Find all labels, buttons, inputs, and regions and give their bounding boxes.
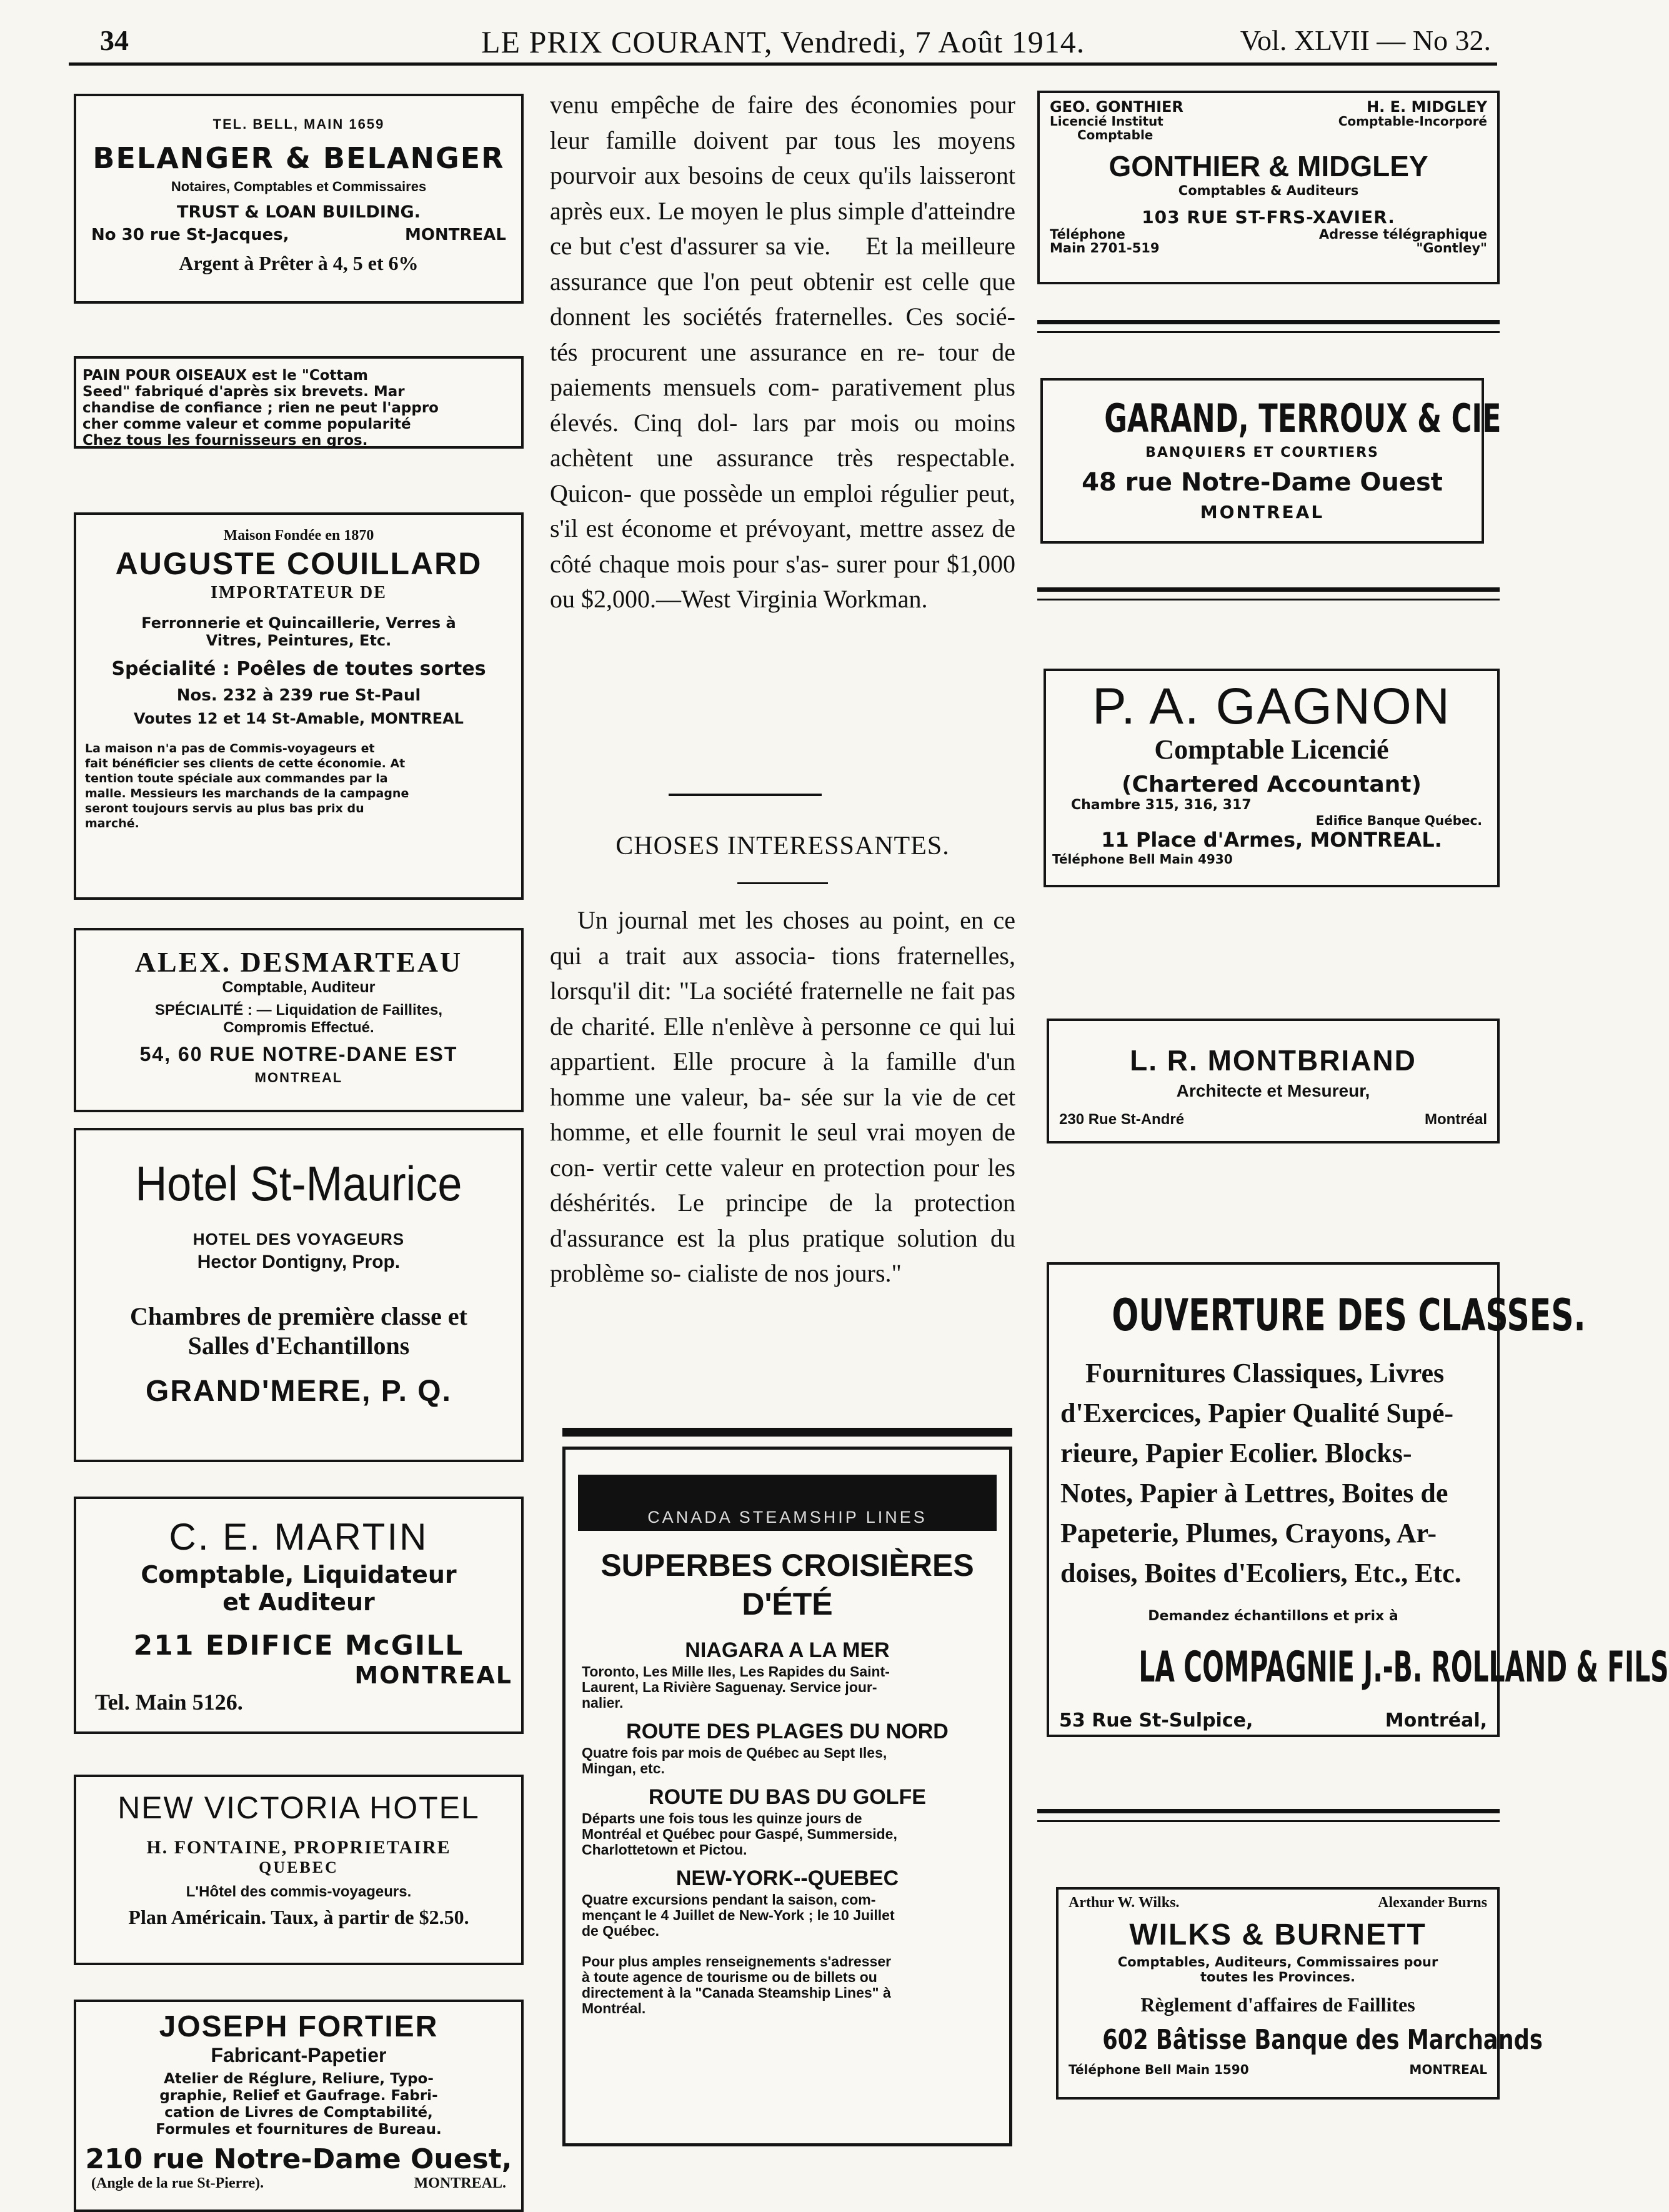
ad-city: MONTREAL. bbox=[414, 2175, 506, 2191]
article-continuation bbox=[550, 87, 1015, 617]
ad-fortier bbox=[74, 2000, 524, 2212]
text-line: tés procurent une assurance en re- bbox=[550, 337, 925, 366]
ad-name: C. E. MARTIN bbox=[169, 1516, 429, 1558]
text-line: vertir cette valeur en protection bbox=[602, 1153, 925, 1182]
ad-tel: Tel. Main 5126. bbox=[95, 1690, 243, 1715]
ad-address: Nos. 232 à 239 rue St-Paul bbox=[176, 686, 421, 705]
page-number: 34 bbox=[100, 24, 129, 56]
ad-company: LA COMPAGNIE J.-B. ROLLAND & FILS bbox=[1138, 1643, 1669, 1692]
ad-couillard bbox=[74, 512, 524, 900]
double-rule bbox=[1037, 320, 1500, 324]
ad-canada-steamship bbox=[562, 1447, 1012, 2146]
ad-line: Comptable bbox=[1077, 127, 1153, 142]
ad-address: 53 Rue St-Sulpice, bbox=[1059, 1710, 1253, 1731]
ad-note: La maison n'a pas de Commis-voyageurs et bbox=[85, 742, 375, 755]
ad-line: Seed" fabriqué d'après six brevets. Mar bbox=[82, 384, 405, 400]
ad-line: Architecte et Mesureur, bbox=[1176, 1081, 1370, 1100]
ad-pain-oiseaux bbox=[74, 356, 524, 449]
text-line: qui lui appartient. Elle procure à la bbox=[550, 1012, 1016, 1075]
text-line: point, en ce qui a trait aux associa- bbox=[550, 906, 1015, 970]
ad-city: QUEBEC bbox=[259, 1858, 339, 1876]
route-text: mençant le 4 Juillet de New-York ; le 10 Juillet bbox=[582, 1907, 895, 1923]
ad-line: Chez tous les fournisseurs en gros. bbox=[82, 432, 368, 449]
ad-footer: à toute agence de tourisme ou de billets ou bbox=[582, 1969, 877, 1985]
page-title: LE PRIX COURANT, Vendredi, 7 Août 1914. bbox=[481, 24, 1085, 59]
ad-line: Comptables, Auditeurs, Commissaires pour bbox=[1117, 1955, 1438, 1970]
ad-line: PAIN POUR OISEAUX est le "Cottam bbox=[82, 367, 368, 384]
ad-address: 211 EDIFICE McGILL bbox=[133, 1630, 464, 1661]
ad-wilks-burnett bbox=[1056, 1887, 1543, 2100]
ad-line: Atelier de Réglure, Reliure, Typo- bbox=[164, 2071, 434, 2087]
text-line: parativement plus élevés. Cinq dol- bbox=[550, 373, 1015, 437]
divider bbox=[737, 882, 828, 884]
ad-address: 54, 60 RUE NOTRE-DANE EST bbox=[139, 1043, 458, 1065]
ad-line: Règlement d'affaires de Faillites bbox=[1140, 1993, 1415, 2016]
route-text: Toronto, Les Mille Iles, Les Rapides du Saint- bbox=[582, 1663, 890, 1680]
ad-address: 11 Place d'Armes, MONTREAL. bbox=[1101, 828, 1442, 852]
ad-line: Comptable-Incorporé bbox=[1338, 114, 1487, 129]
right-column bbox=[1037, 87, 1669, 2161]
ad-martin bbox=[74, 1497, 524, 1734]
double-rule bbox=[1037, 587, 1500, 592]
ad-specialty: Spécialité : Poêles de toutes sortes bbox=[111, 658, 486, 680]
route-text: Départs une fois tous les quinze jours de bbox=[582, 1810, 862, 1826]
double-rule bbox=[1037, 1809, 1500, 1813]
ad-city: MONTREAL bbox=[354, 1661, 512, 1689]
ad-line: TRUST & LOAN BUILDING. bbox=[177, 202, 421, 222]
text-line: moyen le plus simple d'atteindre ce bbox=[550, 196, 1016, 260]
ad-city: MONTREAL bbox=[1409, 2062, 1487, 2077]
text-line: pour leur famille doivent par tous bbox=[550, 91, 1015, 154]
text-line: société fraternelle ne fait pas de bbox=[550, 977, 1016, 1040]
ad-name: GARAND, TERROUX & CIE bbox=[1104, 396, 1502, 441]
ad-address: 602 Bâtisse Banque des Marchands bbox=[1102, 2024, 1543, 2056]
ad-name: GONTHIER & MIDGLEY bbox=[1109, 150, 1428, 182]
article-choses-interessantes bbox=[550, 903, 1015, 1292]
left-column bbox=[74, 87, 524, 2191]
ad-footer: directement à la "Canada Steamship Lines" à bbox=[582, 1985, 891, 2001]
ad-line: IMPORTATEUR DE bbox=[211, 583, 387, 602]
double-rule bbox=[1037, 331, 1500, 333]
ad-line: L'Hôtel des commis-voyageurs. bbox=[186, 1883, 412, 1900]
text-line: but c'est d'assurer sa vie. bbox=[579, 232, 831, 260]
text-line: tour de paiements mensuels com- bbox=[550, 337, 1015, 401]
ad-name: Hotel St-Maurice bbox=[135, 1156, 462, 1211]
ad-footer: Pour plus amples renseignements s'adresser bbox=[582, 1953, 892, 1970]
ad-line: Salles d'Echantillons bbox=[187, 1332, 410, 1360]
ad-line: HOTEL DES VOYAGEURS bbox=[192, 1230, 405, 1248]
ad-title: OUVERTURE DES CLASSES. bbox=[1112, 1290, 1586, 1341]
text-line: assurance très respectable. Quicon- bbox=[550, 444, 1016, 507]
text-line: tions fraternelles, lorsqu'il dit: "La bbox=[550, 941, 1015, 1005]
ad-line: Notaires, Comptables et Commissaires bbox=[171, 179, 427, 194]
ad-line: graphie, Relief et Gaufrage. Fabri- bbox=[159, 2088, 438, 2104]
ad-corner: (Angle de la rue St-Pierre). bbox=[91, 2175, 264, 2191]
ad-line: Vitres, Peintures, Etc. bbox=[206, 632, 392, 649]
text-line: sée sur la vie de cet homme, et elle bbox=[550, 1082, 1016, 1146]
ad-line: Comptables & Auditeurs bbox=[1178, 183, 1359, 198]
steamship-banner bbox=[578, 1475, 997, 1531]
text-line: peut obtenir est celle que donnent bbox=[550, 267, 1016, 331]
ad-building: Edifice Banque Québec. bbox=[1315, 813, 1482, 828]
text-line: cialiste de nos jours." bbox=[687, 1259, 902, 1287]
route-text: Quatre excursions pendant la saison, com- bbox=[582, 1891, 876, 1908]
text-line: Et la meilleure assurance que l'on bbox=[550, 232, 1016, 296]
text-line: que possède un emploi régulier peut, bbox=[639, 479, 1015, 507]
route-text: Charlottetown et Pictou. bbox=[582, 1841, 747, 1858]
text-line: les moyens pourvoir aux besoins de bbox=[550, 126, 1016, 189]
ad-line: Demandez échantillons et prix à bbox=[1148, 1608, 1398, 1624]
ad-gagnon bbox=[1044, 669, 1500, 887]
ad-partner: Arthur W. Wilks. bbox=[1069, 1895, 1180, 1911]
ad-name: L. R. MONTBRIAND bbox=[1130, 1044, 1417, 1077]
text-line: charité. Elle n'enlève à personne ce bbox=[581, 1012, 942, 1040]
ad-text: Notes, Papier à Lettres, Boites de bbox=[1060, 1478, 1448, 1508]
route-text: Laurent, La Rivière Saguenay. Service jour- bbox=[582, 1679, 877, 1695]
banner-text: CANADA STEAMSHIP LINES bbox=[647, 1508, 927, 1527]
ad-line: Comptable Licencié bbox=[1154, 734, 1389, 765]
ad-note: tention toute spéciale aux commandes par la bbox=[85, 772, 388, 785]
ad-name: JOSEPH FORTIER bbox=[159, 2010, 439, 2043]
ad-tel: Main 2701-519 bbox=[1050, 241, 1160, 256]
ad-montbriand bbox=[1047, 1019, 1500, 1143]
ad-line: Plan Américain. Taux, à partir de $2.50. bbox=[128, 1906, 469, 1928]
ad-rooms: Chambre 315, 316, 317 bbox=[1071, 797, 1252, 813]
ad-title: SUPERBES CROISIÈRES bbox=[600, 1548, 974, 1583]
ad-line: Compromis Effectué. bbox=[223, 1019, 374, 1036]
volume-number: Vol. XLVII — No 32. bbox=[1240, 24, 1491, 56]
ad-new-victoria bbox=[74, 1775, 524, 1965]
ad-name: P. A. GAGNON bbox=[1092, 678, 1451, 735]
ad-note: seront toujours servis au plus bas prix du bbox=[85, 802, 364, 815]
text-line: venu empêche de faire des économies bbox=[550, 91, 958, 119]
ad-line: chandise de confiance ; rien ne peut l'appro bbox=[82, 400, 439, 416]
ad-tel: TEL. BELL, MAIN 1659 bbox=[212, 116, 385, 132]
ad-founded: Maison Fondée en 1870 bbox=[223, 527, 374, 544]
ad-tel: Téléphone Bell Main 1590 bbox=[1069, 2062, 1249, 2077]
ad-name: ALEX. DESMARTEAU bbox=[134, 946, 463, 978]
ad-text: rieure, Papier Ecolier. Blocks- bbox=[1060, 1438, 1412, 1468]
ad-tel: Téléphone bbox=[1050, 227, 1125, 242]
header-rule bbox=[69, 62, 1497, 66]
ad-city: GRAND'MERE, P. Q. bbox=[146, 1375, 452, 1408]
ad-address: 230 Rue St-André bbox=[1059, 1111, 1185, 1128]
ad-line: Comptable, Auditeur bbox=[222, 979, 376, 996]
text-line: surer pour $1,000 ou $2,000.—West bbox=[550, 549, 1016, 613]
route-title: ROUTE DU BAS DU GOLFE bbox=[649, 1785, 926, 1809]
text-line: s'il est économe et prévoyant, mettre bbox=[550, 514, 924, 542]
ad-address: 48 rue Notre-Dame Ouest bbox=[1082, 468, 1443, 497]
route-text: de Québec. bbox=[582, 1923, 659, 1939]
ad-city: Montréal, bbox=[1385, 1710, 1487, 1731]
ad-line: BANQUIERS ET COURTIERS bbox=[1145, 445, 1379, 461]
text-line: pour les déshérités. Le principe de bbox=[550, 1153, 1015, 1217]
text-line: assez de côté chaque mois pour s'as- bbox=[550, 514, 1015, 578]
ad-note: marché. bbox=[85, 817, 139, 830]
ad-line: Comptable, Liquidateur bbox=[141, 1561, 457, 1588]
ad-line: cation de Livres de Comptabilité, bbox=[164, 2105, 433, 2121]
ad-line: Adresse télégraphique bbox=[1318, 227, 1487, 242]
ad-line: Ferronnerie et Quincaillerie, Verres à bbox=[141, 614, 456, 632]
ad-note: malle. Messieurs les marchands de la campagne bbox=[85, 787, 409, 800]
text-line: Virginia Workman. bbox=[736, 585, 928, 613]
page-header bbox=[69, 17, 1497, 61]
ad-text: d'Exercices, Papier Qualité Supé- bbox=[1060, 1398, 1453, 1428]
ad-city: MONTREAL bbox=[405, 226, 506, 244]
ad-line: Hector Dontigny, Prop. bbox=[197, 1252, 401, 1272]
text-line: fournit le seul vrai moyen de con- bbox=[550, 1118, 1015, 1182]
route-text: Mingan, etc. bbox=[582, 1760, 665, 1776]
route-text: Montréal et Québec pour Gaspé, Summerside, bbox=[582, 1826, 897, 1842]
text-line: lars par mois ou moins achètent une bbox=[550, 408, 1016, 472]
ad-text: Papeterie, Plumes, Crayons, Ar- bbox=[1060, 1518, 1437, 1548]
text-line: Un journal met les choses au bbox=[577, 906, 883, 934]
ad-garand-terroux bbox=[1040, 378, 1502, 544]
ad-city: Montréal bbox=[1424, 1111, 1487, 1128]
ad-line: cher comme valeur et comme popularité bbox=[82, 416, 411, 432]
ad-line: (Chartered Accountant) bbox=[1122, 772, 1422, 797]
ad-line: Fabricant-Papetier bbox=[211, 2044, 387, 2066]
ad-title: D'ÉTÉ bbox=[742, 1587, 833, 1622]
text-line: la protection d'assurance est la plus bbox=[550, 1188, 1015, 1252]
ad-line: et Auditeur bbox=[222, 1588, 375, 1616]
double-rule bbox=[1037, 599, 1500, 600]
ad-name: AUGUSTE COUILLARD bbox=[115, 546, 482, 581]
ad-name: WILKS & BURNETT bbox=[1129, 1918, 1427, 1951]
route-text: Quatre fois par mois de Québec au Sept Iles, bbox=[582, 1745, 887, 1761]
ad-line: toutes les Provinces. bbox=[1200, 1970, 1355, 1985]
text-line: les sociétés fraternelles. Ces socié- bbox=[642, 302, 1015, 331]
route-title: NIAGARA A LA MER bbox=[685, 1638, 890, 1662]
ad-note: fait bénéficier ses clients de cette économie. At bbox=[85, 757, 406, 770]
ad-name: BELANGER & BELANGER bbox=[92, 141, 505, 175]
ad-line: Formules et fournitures de Bureau. bbox=[156, 2121, 442, 2138]
ad-partner: Alexander Burns bbox=[1378, 1895, 1487, 1911]
ad-line: Licencié Institut bbox=[1050, 114, 1163, 129]
text-line: pratique solution du problème so- bbox=[550, 1223, 1016, 1287]
ad-tel: Téléphone Bell Main 4930 bbox=[1052, 852, 1233, 867]
ad-partner: GEO. GONTHIER bbox=[1050, 98, 1183, 116]
ad-address: 103 RUE ST-FRS-XAVIER. bbox=[1142, 207, 1395, 227]
ad-top-bar bbox=[562, 1428, 1012, 1437]
ad-line: Chambres de première classe et bbox=[130, 1302, 467, 1330]
ad-line: SPÉCIALITÉ : — Liquidation de Faillites, bbox=[154, 1002, 443, 1019]
ad-address: Voutes 12 et 14 St-Amable, MONTREAL bbox=[134, 710, 464, 727]
ad-city: MONTREAL bbox=[254, 1070, 343, 1085]
ad-line: H. FONTAINE, PROPRIETAIRE bbox=[146, 1837, 451, 1858]
ad-address: No 30 rue St-Jacques, bbox=[91, 226, 289, 244]
article-heading: CHOSES INTERESSANTES. bbox=[615, 832, 950, 860]
ad-rolland bbox=[1047, 1262, 1669, 1737]
ad-gonthier-midgley bbox=[1037, 91, 1500, 284]
double-rule bbox=[1037, 1820, 1500, 1822]
text-line: ceux qu'ils laisseront après eux. Le bbox=[550, 161, 1016, 225]
ad-footer: Montréal. bbox=[582, 2000, 646, 2016]
route-title: NEW-YORK--QUEBEC bbox=[675, 1866, 899, 1890]
ad-text: Fournitures Classiques, Livres bbox=[1085, 1358, 1445, 1388]
text-line: famille d'un homme une valeur, ba- bbox=[550, 1047, 1015, 1111]
ad-line: "Gontley" bbox=[1416, 241, 1487, 256]
ad-name: NEW VICTORIA HOTEL bbox=[117, 1790, 480, 1825]
ad-address: 210 rue Notre-Dame Ouest, bbox=[85, 2143, 512, 2175]
route-text: nalier. bbox=[582, 1695, 624, 1711]
ad-text: doises, Boites d'Ecoliers, Etc., Etc. bbox=[1060, 1558, 1462, 1588]
ad-partner: H. E. MIDGLEY bbox=[1367, 98, 1487, 116]
ad-loan: Argent à Prêter à 4, 5 et 6% bbox=[179, 252, 419, 274]
middle-column bbox=[550, 87, 1015, 2161]
divider bbox=[669, 794, 822, 796]
ad-desmarteau bbox=[74, 928, 524, 1112]
route-title: ROUTE DES PLAGES DU NORD bbox=[626, 1720, 949, 1743]
ad-belanger bbox=[74, 94, 524, 304]
ad-hotel-st-maurice bbox=[74, 1128, 524, 1462]
ad-city: MONTREAL bbox=[1200, 502, 1325, 522]
